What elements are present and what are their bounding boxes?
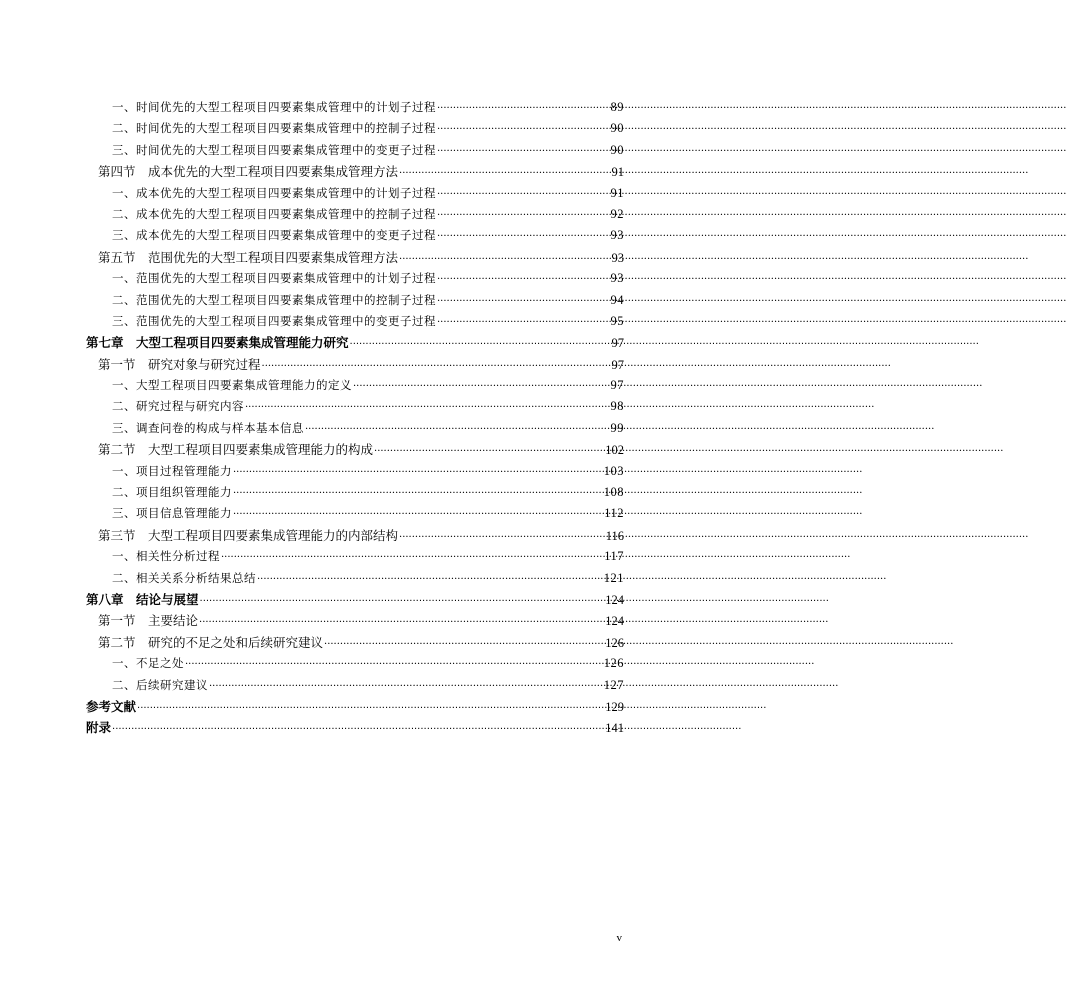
page-number: v: [616, 932, 622, 944]
toc-entry-title: 二、后续研究建议: [112, 677, 208, 692]
toc-entry-section[interactable]: [86, 354, 624, 375]
toc-entry-item[interactable]: [86, 204, 624, 225]
toc-entry-title: 第七章 大型工程项目四要素集成管理能力研究: [86, 335, 349, 351]
dot-leader: [221, 547, 603, 568]
table-of-contents: [86, 97, 624, 739]
toc-entry-title: 参考文献: [86, 698, 137, 714]
toc-entry-page: 116: [605, 528, 624, 543]
dot-leader: [399, 527, 605, 548]
dot-leader: [200, 591, 605, 612]
toc-entry-title: 第三节 大型工程项目四要素集成管理能力的内部结构: [98, 527, 399, 543]
toc-entry-page: 103: [603, 463, 624, 478]
dot-leader: [233, 483, 603, 504]
dot-leader: [233, 462, 603, 483]
toc-entry-title: 附录: [86, 720, 112, 736]
toc-entry-title: 三、项目信息管理能力: [112, 506, 232, 521]
toc-entry-title: 三、时间优先的大型工程项目四要素集成管理中的变更子过程: [112, 142, 436, 157]
toc-entry-title: 第五节 范围优先的大型工程项目四要素集成管理方法: [98, 249, 399, 265]
toc-entry-item[interactable]: [86, 396, 624, 417]
toc-entry-page: 90: [610, 142, 624, 157]
toc-entry-page: 141: [605, 721, 624, 736]
dot-leader: [353, 376, 610, 397]
toc-entry-item[interactable]: [86, 653, 624, 674]
toc-entry-page: 97: [610, 378, 624, 393]
toc-entry-page: 91: [610, 185, 624, 200]
toc-entry-section[interactable]: [86, 525, 624, 546]
toc-entry-item[interactable]: [86, 546, 624, 567]
dot-leader: [262, 356, 611, 377]
toc-entry-title: 二、范围优先的大型工程项目四要素集成管理中的控制子过程: [112, 292, 436, 307]
toc-entry-page: 91: [611, 165, 624, 180]
toc-entry-item[interactable]: [86, 225, 624, 246]
toc-entry-page: 121: [603, 570, 624, 585]
dot-leader: [305, 419, 610, 440]
toc-entry-chapter[interactable]: [86, 589, 624, 610]
dot-leader: [209, 676, 603, 697]
dot-leader: [257, 569, 603, 590]
toc-entry-title: 第一节 主要结论: [98, 613, 199, 629]
toc-entry-page: 98: [610, 399, 624, 414]
dot-leader: [437, 141, 610, 162]
toc-entry-item[interactable]: [86, 183, 624, 204]
toc-entry-title: 三、成本优先的大型工程项目四要素集成管理中的变更子过程: [112, 228, 436, 243]
toc-entry-item[interactable]: [86, 503, 624, 524]
toc-entry-item[interactable]: [86, 140, 624, 161]
toc-entry-title: 一、项目过程管理能力: [112, 463, 232, 478]
toc-entry-title: 二、研究过程与研究内容: [112, 399, 244, 414]
toc-entry-page: 94: [610, 292, 624, 307]
toc-entry-title: 一、相关性分析过程: [112, 549, 220, 564]
toc-entry-page: 124: [605, 614, 624, 629]
dot-leader: [437, 312, 610, 333]
toc-entry-item[interactable]: [86, 675, 624, 696]
toc-entry-page: 129: [605, 699, 624, 714]
dot-leader: [374, 441, 604, 462]
dot-leader: [399, 163, 610, 184]
toc-entry-title: 三、范围优先的大型工程项目四要素集成管理中的变更子过程: [112, 313, 436, 328]
toc-entry-chapter[interactable]: [86, 717, 624, 738]
toc-entry-item[interactable]: [86, 482, 624, 503]
dot-leader: [437, 226, 610, 247]
toc-entry-title: 一、不足之处: [112, 656, 184, 671]
toc-entry-item[interactable]: [86, 461, 624, 482]
toc-entry-section[interactable]: [86, 610, 624, 631]
toc-entry-item[interactable]: [86, 97, 624, 118]
toc-entry-chapter[interactable]: [86, 332, 624, 353]
dot-leader: [324, 634, 604, 655]
toc-entry-title: 第二节 大型工程项目四要素集成管理能力的构成: [98, 442, 374, 458]
dot-leader: [437, 98, 610, 119]
toc-entry-title: 二、时间优先的大型工程项目四要素集成管理中的控制子过程: [112, 121, 436, 136]
toc-entry-item[interactable]: [86, 418, 624, 439]
toc-entry-item[interactable]: [86, 568, 624, 589]
toc-entry-item[interactable]: [86, 290, 624, 311]
toc-entry-item[interactable]: [86, 311, 624, 332]
toc-entry-title: 第四节 成本优先的大型工程项目四要素集成管理方法: [98, 164, 399, 180]
toc-entry-title: 一、范围优先的大型工程项目四要素集成管理中的计划子过程: [112, 271, 436, 286]
toc-entry-section[interactable]: [86, 161, 624, 182]
dot-leader: [245, 397, 610, 418]
toc-entry-page: 97: [611, 357, 624, 372]
toc-entry-item[interactable]: [86, 375, 624, 396]
toc-entry-chapter[interactable]: [86, 696, 624, 717]
toc-entry-page: 126: [605, 635, 624, 650]
toc-entry-page: 126: [603, 656, 624, 671]
dot-leader: [199, 612, 604, 633]
dot-leader: [233, 504, 603, 525]
toc-entry-page: 93: [610, 271, 624, 286]
dot-leader: [437, 184, 610, 205]
toc-entry-title: 二、相关关系分析结果总结: [112, 570, 256, 585]
toc-entry-page: 102: [605, 443, 624, 458]
toc-entry-page: 117: [604, 549, 624, 564]
dot-leader: [437, 205, 610, 226]
toc-entry-title: 第一节 研究对象与研究过程: [98, 356, 261, 372]
toc-entry-title: 一、大型工程项目四要素集成管理能力的定义: [112, 378, 352, 393]
toc-entry-title: 二、项目组织管理能力: [112, 485, 232, 500]
dot-leader: [112, 719, 604, 740]
dot-leader: [137, 698, 604, 719]
dot-leader: [185, 654, 603, 675]
toc-entry-page: 89: [610, 100, 624, 114]
toc-entry-item[interactable]: [86, 118, 624, 139]
toc-entry-title: 一、成本优先的大型工程项目四要素集成管理中的计划子过程: [112, 185, 436, 200]
dot-leader: [350, 334, 611, 355]
toc-entry-item[interactable]: [86, 268, 624, 289]
toc-entry-section[interactable]: [86, 632, 624, 653]
toc-entry-title: 二、成本优先的大型工程项目四要素集成管理中的控制子过程: [112, 206, 436, 221]
toc-entry-page: 99: [610, 420, 624, 435]
dot-leader: [399, 249, 610, 270]
toc-entry-page: 97: [611, 336, 624, 351]
dot-leader: [437, 269, 610, 290]
toc-entry-page: 95: [610, 313, 624, 328]
toc-entry-page: 93: [610, 228, 624, 243]
toc-entry-title: 一、时间优先的大型工程项目四要素集成管理中的计划子过程: [112, 100, 436, 114]
toc-entry-page: 93: [611, 250, 624, 265]
toc-entry-page: 90: [610, 121, 624, 136]
dot-leader: [437, 291, 610, 312]
toc-entry-section[interactable]: [86, 439, 624, 460]
toc-entry-page: 127: [603, 677, 624, 692]
toc-entry-title: 三、调查问卷的构成与样本基本信息: [112, 420, 304, 435]
toc-entry-section[interactable]: [86, 247, 624, 268]
toc-entry-title: 第八章 结论与展望: [86, 591, 199, 607]
toc-entry-page: 92: [610, 206, 624, 221]
dot-leader: [437, 119, 610, 140]
toc-entry-title: 第二节 研究的不足之处和后续研究建议: [98, 634, 324, 650]
toc-entry-page: 112: [604, 506, 624, 521]
toc-entry-page: 124: [605, 592, 624, 607]
toc-entry-page: 108: [603, 485, 624, 500]
